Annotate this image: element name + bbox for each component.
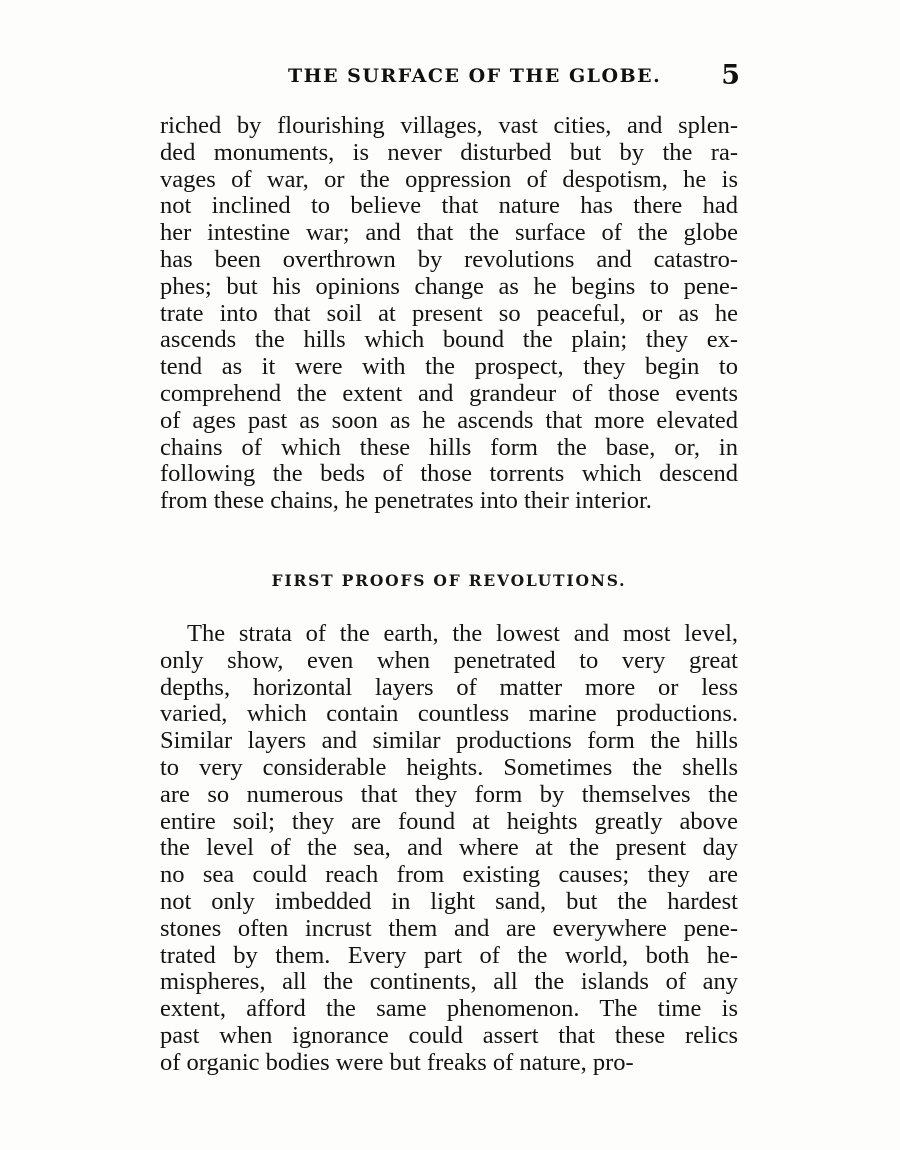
text-line: riched by flourishing villages, vast cities, and splen- <box>160 112 738 139</box>
text-line: following the beds of those torrents which descend <box>160 460 738 488</box>
text-line: chains of which these hills form the base, or, in <box>160 433 738 461</box>
text-line: trate into that soil at present so peaceful, or as he <box>160 299 738 327</box>
text-line: the level of the sea, and where at the present day <box>160 834 738 862</box>
text-line: are so numerous that they form by themselves the <box>160 780 738 808</box>
text-line: trated by them. Every part of the world, both he- <box>160 941 738 969</box>
text-line: stones often incrust them and are everywhere pene- <box>160 914 738 942</box>
paragraph-continued <box>160 113 738 515</box>
text-line: tend as it were with the prospect, they begin to <box>160 353 738 381</box>
running-title: THE SURFACE OF THE GLOBE. <box>288 65 662 87</box>
text-line: entire soil; they are found at heights greatly above <box>160 807 738 835</box>
running-head <box>160 62 742 98</box>
text-line: has been overthrown by revolutions and catastro- <box>160 245 738 273</box>
section-heading: FIRST PROOFS OF REVOLUTIONS. <box>271 571 627 590</box>
text-line: from these chains, he penetrates into their interior. <box>160 487 652 515</box>
text-line: not only imbedded in light sand, but the hardest <box>160 887 738 915</box>
text-line: depths, horizontal layers of matter more or less <box>160 673 738 701</box>
text-line: vages of war, or the oppression of despotism, he is <box>160 165 738 193</box>
text-line: Similar layers and similar productions form the hills <box>160 727 738 755</box>
text-line: phes; but his opinions change as he begins to pene- <box>160 272 738 300</box>
text-line: no sea could reach from existing causes; they are <box>160 861 738 889</box>
text-line: of ages past as soon as he ascends that more elevated <box>160 406 738 434</box>
text-line: of organic bodies were but freaks of nature, pro- <box>160 1048 634 1076</box>
text-line: to very considerable heights. Sometimes the shells <box>160 753 738 781</box>
text-line: The strata of the earth, the lowest and most level, <box>187 620 738 647</box>
text-line: ascends the hills which bound the plain; they ex- <box>160 326 738 354</box>
text-line: mispheres, all the continents, all the islands of any <box>160 968 738 996</box>
text-line: varied, which contain countless marine productions. <box>160 700 738 728</box>
text-line: past when ignorance could assert that these relics <box>160 1021 738 1049</box>
text-line: extent, afford the same phenomenon. The time is <box>160 995 738 1023</box>
text-line: her intestine war; and that the surface of the globe <box>160 219 738 247</box>
paragraph-first-proofs <box>160 621 738 1077</box>
page-number: 5 <box>721 60 740 91</box>
text-line: only show, even when penetrated to very great <box>160 646 738 674</box>
text-line: not inclined to believe that nature has there had <box>160 192 738 220</box>
text-line: ded monuments, is never disturbed but by the ra- <box>160 138 738 166</box>
text-line: comprehend the extent and grandeur of those events <box>160 379 738 407</box>
